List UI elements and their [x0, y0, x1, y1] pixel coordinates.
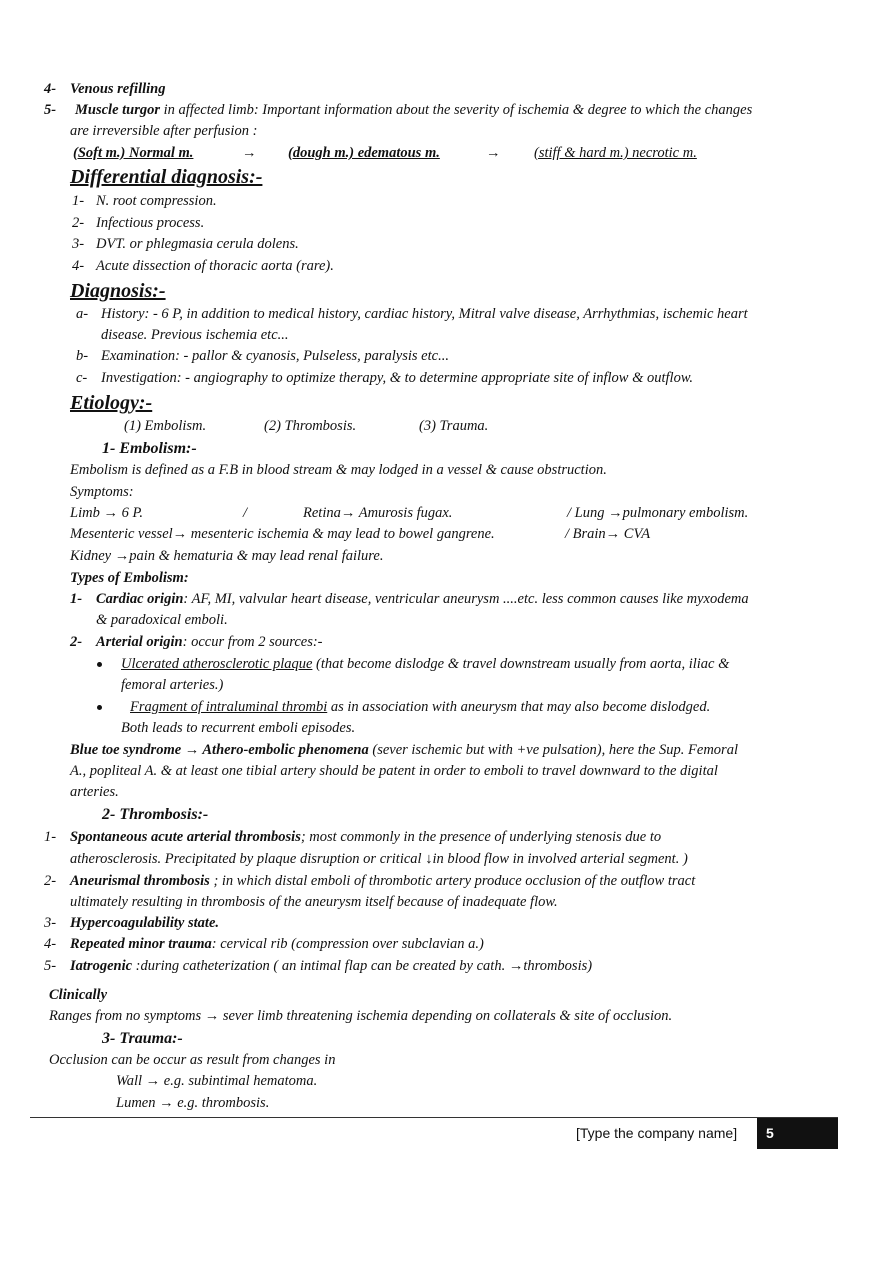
history-item-continuation: disease. Previous ischemia etc...	[101, 327, 289, 343]
blue-toe-text: (sever ischemic but with +ve pulsation), here the Sup. Femoral	[368, 742, 738, 758]
minor-trauma-term: Repeated minor trauma	[70, 936, 212, 952]
list-item: DVT. or phlegmasia cerula dolens.	[96, 236, 299, 252]
venous-refilling-item: Venous refilling	[70, 81, 166, 97]
cardiac-origin-term: Cardiac origin	[96, 591, 184, 607]
list-item: Infectious process.	[96, 215, 205, 231]
symptom-lung: / Lung →pulmonary embolism.	[567, 505, 749, 521]
item-number: 4-	[44, 81, 57, 97]
page-number-box	[757, 1118, 838, 1149]
investigation-item: Investigation: - angiography to optimize therapy, & to determine appropriate site of inflow & outflow.	[101, 370, 694, 386]
trauma-wall: Wall → e.g. subintimal hematoma.	[116, 1073, 318, 1089]
list-item: Acute dissection of thoracic aorta (rare).	[96, 258, 334, 274]
footer-divider	[30, 1117, 838, 1118]
list-number: 1-	[44, 829, 57, 845]
diagnosis-heading: Diagnosis:-	[70, 280, 166, 302]
list-number: 3-	[44, 915, 57, 931]
stage-edematous-muscle: (dough m.) edematous m.	[288, 145, 440, 161]
examination-item: Examination: - pallor & cyanosis, Pulseless, paralysis etc...	[101, 348, 449, 364]
ulcerated-plaque-text: (that become dislodge & travel downstream usually from aorta, iliac &	[312, 656, 730, 672]
spontaneous-thrombosis-line	[70, 829, 661, 846]
iatrogenic-term: Iatrogenic	[70, 958, 133, 974]
ulcerated-plaque-line	[121, 656, 729, 673]
list-item: N. root compression.	[96, 193, 217, 209]
blue-toe-continuation: arteries.	[70, 784, 119, 800]
list-number: 1-	[72, 193, 85, 209]
footer-company-name: [Type the company name]	[576, 1125, 738, 1141]
minor-trauma-text: : cervical rib (compression over subclavian a.)	[211, 936, 484, 952]
list-number: 4-	[72, 258, 85, 274]
hypercoagulability-item: Hypercoagulability state.	[70, 915, 220, 931]
symptom-retina: Retina→ Amurosis fugax.	[303, 505, 453, 521]
cardiac-origin-text: : AF, MI, valvular heart disease, ventricular aneurysm ....etc. less common causes like myxodema	[183, 591, 749, 607]
symptom-kidney: Kidney →pain & hematuria & may lead renal failure.	[70, 548, 384, 564]
muscle-turgor-text: in affected limb: Important information about the severity of ischemia & degree to which the changes	[160, 102, 753, 118]
etiology-heading: Etiology:-	[70, 392, 153, 414]
arterial-origin-term: Arterial origin	[96, 634, 183, 650]
bullet-icon	[97, 662, 102, 667]
list-number: 1-	[70, 591, 83, 607]
list-number: 5-	[44, 958, 57, 974]
symptoms-label: Symptoms:	[70, 484, 134, 500]
muscle-turgor-term: Muscle turgor	[75, 102, 161, 118]
arterial-origin-line	[96, 634, 323, 651]
muscle-turgor-continuation: are irreversible after perfusion :	[70, 123, 258, 139]
ulcerated-plaque-continuation: femoral arteries.)	[121, 677, 224, 693]
ulcerated-plaque-term: Ulcerated atherosclerotic plaque	[121, 656, 313, 672]
aneurismal-thrombosis-term: Aneurismal thrombosis	[70, 873, 210, 889]
cause-thrombosis: (2) Thrombosis.	[264, 418, 357, 434]
list-number: 2-	[70, 634, 83, 650]
recurrent-emboli-note: Both leads to recurrent emboli episodes.	[121, 720, 356, 736]
arrow: →	[242, 145, 257, 161]
aneurismal-thrombosis-continuation: ultimately resulting in thrombosis of the aneurysm itself because of inadequate flow.	[70, 894, 558, 910]
intraluminal-thrombi-text: as in association with aneurysm that may also become dislodged.	[327, 699, 711, 715]
aneurismal-thrombosis-line	[70, 873, 695, 890]
list-number: 3-	[72, 236, 85, 252]
list-letter: a-	[76, 306, 89, 322]
trauma-text: Occlusion can be occur as result from changes in	[49, 1052, 336, 1068]
clinically-heading: Clinically	[49, 987, 107, 1003]
iatrogenic-line	[70, 958, 592, 975]
aneurismal-thrombosis-text: ; in which distal emboli of thrombotic artery produce occlusion of the outflow tract	[209, 873, 696, 889]
list-number: 2-	[44, 873, 57, 889]
symptom-brain: / Brain→ CVA	[565, 526, 651, 542]
trauma-lumen: Lumen → e.g. thrombosis.	[116, 1095, 270, 1111]
list-number: 2-	[72, 215, 85, 231]
stage-necrotic-muscle: (stiff & hard m.) necrotic m.	[534, 145, 697, 161]
list-letter: c-	[76, 370, 88, 386]
symptom-limb: Limb → 6 P.	[70, 505, 144, 521]
muscle-turgor-line	[75, 102, 752, 119]
clinically-text: Ranges from no symptoms → sever limb threatening ischemia depending on collaterals & site of occlusion.	[49, 1008, 673, 1024]
cause-embolism: (1) Embolism.	[124, 418, 207, 434]
symptom-mesenteric: Mesenteric vessel→ mesenteric ischemia & may lead to bowel gangrene.	[70, 526, 495, 542]
stage-normal-muscle: (Soft m.) Normal m.	[73, 145, 194, 161]
separator: /	[243, 505, 248, 521]
spontaneous-thrombosis-continuation: atherosclerosis. Precipitated by plaque disruption or critical ↓in blood flow in involved arterial segment. )	[70, 851, 688, 867]
list-number: 4-	[44, 936, 57, 952]
cause-trauma: (3) Trauma.	[419, 418, 489, 434]
thrombosis-heading: 2- Thrombosis:-	[102, 806, 209, 823]
blue-toe-line	[70, 742, 738, 759]
blue-toe-term: Blue toe syndrome → Athero-embolic phenomena	[70, 742, 369, 758]
cardiac-origin-continuation: & paradoxical emboli.	[96, 612, 228, 628]
intraluminal-thrombi-line	[130, 699, 710, 716]
item-number: 5-	[44, 102, 57, 118]
page-number: 5	[766, 1125, 774, 1141]
history-item: History: - 6 P, in addition to medical history, cardiac history, Mitral valve disease, Arrhythmias, ischemic heart	[101, 306, 748, 322]
types-of-embolism-label: Types of Embolism:	[70, 570, 189, 586]
bullet-icon	[97, 705, 102, 710]
list-letter: b-	[76, 348, 89, 364]
spontaneous-thrombosis-text: ; most commonly in the presence of underlying stenosis due to	[300, 829, 662, 845]
differential-diagnosis-heading: Differential diagnosis:-	[70, 166, 263, 188]
intraluminal-thrombi-term: Fragment of intraluminal thrombi	[130, 699, 328, 715]
iatrogenic-text: :during catheterization ( an intimal flap can be created by cath. →thrombosis)	[132, 958, 593, 974]
arrow: →	[486, 145, 501, 161]
embolism-heading: 1- Embolism:-	[102, 440, 197, 457]
arterial-origin-text: : occur from 2 sources:-	[182, 634, 323, 650]
blue-toe-continuation: A., popliteal A. & at least one tibial artery should be patent in order to emboli to travel downward to the digital	[70, 763, 718, 779]
trauma-heading: 3- Trauma:-	[102, 1030, 183, 1047]
spontaneous-thrombosis-term: Spontaneous acute arterial thrombosis	[70, 829, 301, 845]
embolism-definition: Embolism is defined as a F.B in blood stream & may lodged in a vessel & cause obstruction.	[70, 462, 607, 478]
minor-trauma-line	[70, 936, 484, 953]
cardiac-origin-line	[96, 591, 749, 608]
